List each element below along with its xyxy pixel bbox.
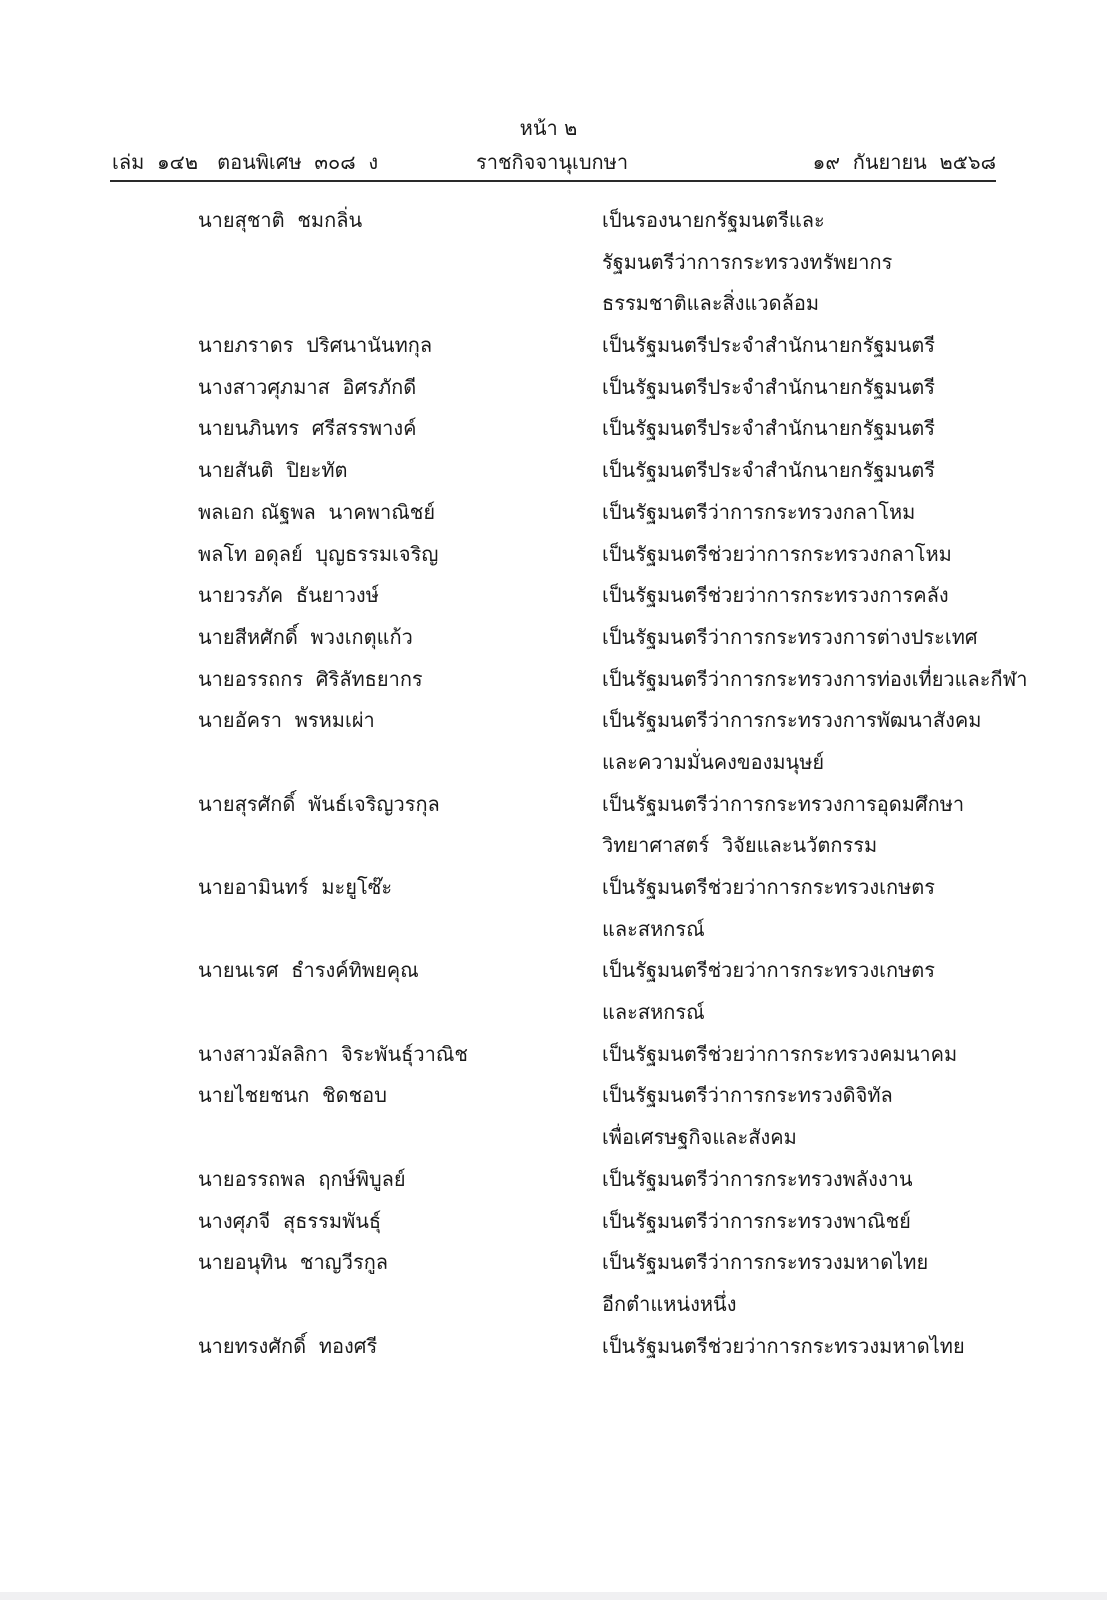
- appointment-entry: [0, 414, 1107, 456]
- entry-line: [0, 1248, 1107, 1290]
- minister-position: เป็นรัฐมนตรีประจำสำนักนายกรัฐมนตรี: [602, 416, 936, 441]
- minister-name: นายสุรศักดิ์ พันธ์เจริญวรกุล: [198, 791, 440, 816]
- volume-issue: เล่ม ๑๔๒ ตอนพิเศษ ๓๐๘ ง: [112, 150, 379, 174]
- minister-name: นายอรรถพล ฤกษ์พิบูลย์: [198, 1166, 406, 1191]
- minister-name: นายไชยชนก ชิดชอบ: [198, 1083, 387, 1108]
- minister-position: วิทยาศาสตร์ วิจัยและนวัตกรรม: [602, 833, 878, 858]
- appointment-entry: [0, 1165, 1107, 1207]
- minister-position: ธรรมชาติและสิ่งแวดล้อม: [602, 291, 820, 316]
- minister-position: เป็นรัฐมนตรีช่วยว่าการกระทรวงเกษตร: [602, 875, 936, 899]
- minister-position: อีกตำแหน่งหนึ่ง: [602, 1291, 737, 1316]
- appointment-entry: [0, 665, 1107, 707]
- entry-line: [0, 540, 1107, 582]
- minister-position: เป็นรัฐมนตรีว่าการกระทรวงมหาดไทย: [602, 1250, 929, 1275]
- appointment-entry: [0, 498, 1107, 540]
- appointment-entry: [0, 956, 1107, 1039]
- entry-line: [0, 665, 1107, 707]
- minister-position: เพื่อเศรษฐกิจและสังคม: [602, 1125, 797, 1150]
- entry-line: [0, 1123, 1107, 1165]
- appointment-entry: [0, 206, 1107, 331]
- appointment-entry: [0, 1248, 1107, 1331]
- appointment-entry: [0, 790, 1107, 873]
- appointment-entry: [0, 1040, 1107, 1082]
- minister-name: นายภราดร ปริศนานันทกุล: [198, 333, 433, 358]
- gazette-header: [112, 148, 996, 178]
- appointment-entry: [0, 1207, 1107, 1249]
- appointment-entry: [0, 873, 1107, 956]
- entry-line: [0, 1290, 1107, 1332]
- appointment-entry: [0, 1332, 1107, 1374]
- minister-name: นายอัครา พรหมเผ่า: [198, 708, 375, 733]
- entry-line: [0, 831, 1107, 873]
- minister-position: เป็นรัฐมนตรีประจำสำนักนายกรัฐมนตรี: [602, 333, 936, 358]
- minister-position: เป็นรัฐมนตรีว่าการกระทรวงการอุดมศึกษา: [602, 791, 965, 816]
- minister-position: เป็นรัฐมนตรีว่าการกระทรวงกลาโหม: [602, 499, 916, 524]
- publication-date: ๑๙ กันยายน ๒๕๖๘: [812, 150, 996, 174]
- entry-line: [0, 998, 1107, 1040]
- entry-line: [0, 1332, 1107, 1374]
- entry-line: [0, 790, 1107, 832]
- minister-name: นางสาวศุภมาส อิศรภักดี: [198, 374, 417, 399]
- appointment-entry: [0, 623, 1107, 665]
- appointment-list: [0, 206, 1107, 1373]
- entry-line: [0, 414, 1107, 456]
- entry-line: [0, 498, 1107, 540]
- entry-line: [0, 289, 1107, 331]
- appointment-entry: [0, 581, 1107, 623]
- minister-name: นางสาวมัลลิกา จิระพันธุ์วาณิช: [198, 1041, 468, 1066]
- appointment-entry: [0, 540, 1107, 582]
- minister-name: นายสีหศักดิ์ พวงเกตุแก้ว: [198, 624, 413, 649]
- minister-name: นายทรงศักดิ์ ทองศรี: [198, 1333, 378, 1358]
- entry-line: [0, 581, 1107, 623]
- page-bottom-edge: [0, 1592, 1107, 1600]
- minister-position: เป็นรัฐมนตรีช่วยว่าการกระทรวงการคลัง: [602, 583, 949, 608]
- entry-line: [0, 873, 1107, 915]
- appointment-entry: [0, 706, 1107, 789]
- minister-name: นายวรภัค ธันยาวงษ์: [198, 583, 379, 608]
- entry-line: [0, 956, 1107, 998]
- entry-line: [0, 206, 1107, 248]
- minister-position: เป็นรัฐมนตรีประจำสำนักนายกรัฐมนตรี: [602, 458, 936, 483]
- entry-line: [0, 1081, 1107, 1123]
- appointment-entry: [0, 1081, 1107, 1164]
- entry-line: [0, 1165, 1107, 1207]
- minister-position: เป็นรัฐมนตรีว่าการกระทรวงการต่างประเทศ: [602, 624, 978, 649]
- minister-name: พลเอก ณัฐพล นาคพาณิชย์: [198, 499, 436, 524]
- entry-line: [0, 1207, 1107, 1249]
- minister-position: เป็นรัฐมนตรีว่าการกระทรวงการท่องเที่ยวและกีฬา: [602, 666, 1028, 691]
- minister-position: รัฐมนตรีว่าการกระทรวงทรัพยากร: [602, 249, 893, 274]
- minister-name: นายอามินทร์ มะยูโซ๊ะ: [198, 875, 393, 899]
- minister-position: เป็นรัฐมนตรีช่วยว่าการกระทรวงมหาดไทย: [602, 1333, 965, 1358]
- entry-line: [0, 706, 1107, 748]
- minister-name: พลโท อดุลย์ บุญธรรมเจริญ: [198, 541, 439, 566]
- minister-name: นายสันติ ปิยะทัต: [198, 458, 348, 483]
- minister-position: และสหกรณ์: [602, 916, 705, 941]
- minister-name: นายนเรศ ธำรงค์ทิพยคุณ: [198, 958, 419, 983]
- minister-name: นายอนุทิน ชาญวีรกูล: [198, 1250, 389, 1275]
- minister-position: เป็นรองนายกรัฐมนตรีและ: [602, 208, 825, 232]
- minister-position: เป็นรัฐมนตรีช่วยว่าการกระทรวงคมนาคม: [602, 1041, 958, 1066]
- appointment-entry: [0, 331, 1107, 373]
- minister-position: เป็นรัฐมนตรีว่าการกระทรวงพลังงาน: [602, 1166, 913, 1191]
- entry-line: [0, 915, 1107, 957]
- entry-line: [0, 748, 1107, 790]
- entry-line: [0, 623, 1107, 665]
- minister-position: และความมั่นคงของมนุษย์: [602, 749, 825, 774]
- entry-line: [0, 456, 1107, 498]
- minister-name: นายสุชาติ ชมกลิ่น: [198, 208, 363, 232]
- entry-line: [0, 248, 1107, 290]
- minister-position: เป็นรัฐมนตรีประจำสำนักนายกรัฐมนตรี: [602, 374, 936, 399]
- minister-position: เป็นรัฐมนตรีว่าการกระทรวงดิจิทัล: [602, 1083, 893, 1108]
- minister-name: นางศุภจี สุธรรมพันธุ์: [198, 1208, 382, 1233]
- minister-position: เป็นรัฐมนตรีช่วยว่าการกระทรวงเกษตร: [602, 958, 936, 983]
- entry-line: [0, 373, 1107, 415]
- minister-name: นายนภินทร ศรีสรรพางค์: [198, 416, 417, 441]
- appointment-entry: [0, 456, 1107, 498]
- appointment-entry: [0, 373, 1107, 415]
- publication-title: ราชกิจจานุเบกษา: [476, 150, 629, 174]
- entry-line: [0, 1040, 1107, 1082]
- header-divider: [110, 180, 996, 182]
- minister-position: เป็นรัฐมนตรีช่วยว่าการกระทรวงกลาโหม: [602, 541, 952, 566]
- minister-position: เป็นรัฐมนตรีว่าการกระทรวงพาณิชย์: [602, 1208, 911, 1233]
- entry-line: [0, 331, 1107, 373]
- page-number: หน้า ๒: [519, 116, 578, 140]
- minister-name: นายอรรถกร ศิริลัทธยากร: [198, 666, 423, 691]
- minister-position: เป็นรัฐมนตรีว่าการกระทรวงการพัฒนาสังคม: [602, 708, 982, 733]
- minister-position: และสหกรณ์: [602, 1000, 705, 1025]
